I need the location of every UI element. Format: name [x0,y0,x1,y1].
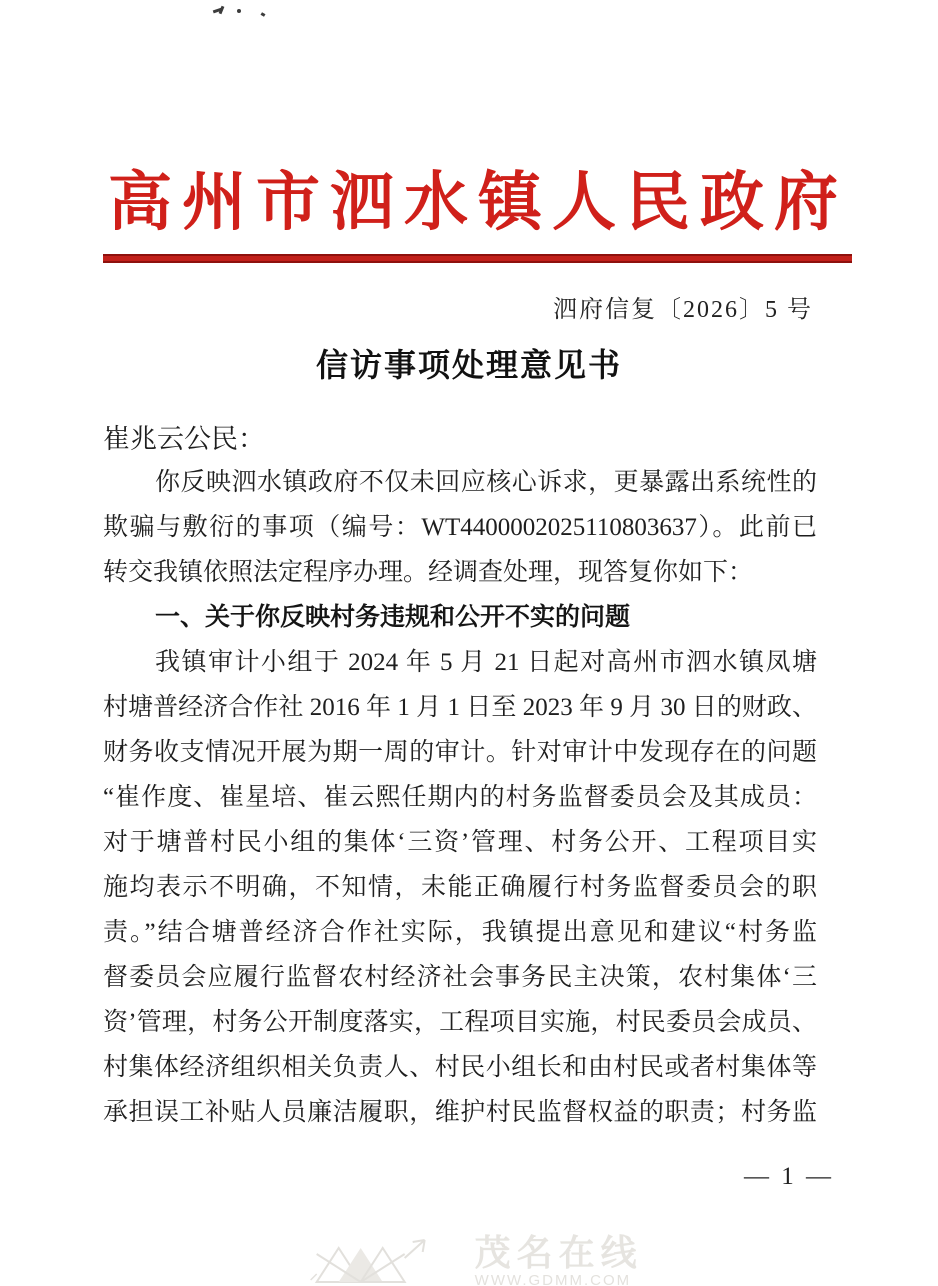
body-line: 欺骗与敷衍的事项（编号：WT4400002025110803637）。此前已 [103,514,817,541]
body-line: 督委员会应履行监督农村经济社会事务民主决策，农村集体‘三 [103,964,817,991]
watermark-text [474,1232,643,1286]
body-line: 我镇审计小组于 2024 年 5 月 21 日起对高州市泗水镇凤塘 [155,649,817,676]
watermark [309,1230,643,1286]
scan-artifact [261,12,266,17]
letter-body [103,460,817,1135]
watermark-site-name: 茂名在线 [474,1232,643,1273]
body-line: “崔作度、崔星培、崔云熙任期内的村务监督委员会及其成员： [103,784,817,811]
body-line: 承担误工补贴人员廉洁履职，维护村民监督权益的职责；村务监 [103,1099,817,1126]
page-number: — 1 — [744,1163,834,1190]
letterhead-divider [103,254,852,263]
watermark-logo-icon [309,1230,459,1286]
body-line: 责。”结合塘普经济合作社实际，我镇提出意见和建议“村务监 [103,919,817,946]
body-line: 转交我镇依照法定程序办理。经调查处理，现答复你如下： [103,559,754,586]
scan-artifact [237,9,241,13]
salutation: 崔兆云公民： [103,424,265,454]
body-line: 你反映泗水镇政府不仅未回应核心诉求，更暴露出系统性的 [155,469,817,496]
body-line: 资’管理，村务公开制度落实，工程项目实施，村民委员会成员、 [103,1009,817,1036]
doc-number: 泗府信复〔2026〕5 号 [553,297,813,323]
watermark-site-url: WWW.GDMM.COM [474,1272,632,1286]
body-line: 财务收支情况开展为期一周的审计。针对审计中发现存在的问题 [103,739,817,766]
agency-name: 高州市泗水镇人民政府 [108,167,848,238]
section-heading: 一、关于你反映村务违规和公开不实的问题 [155,603,631,631]
body-line: 村塘普经济合作社 2016 年 1 月 1 日至 2023 年 9 月 30 日的财政、 [103,694,817,721]
body-line: 对于塘普村民小组的集体‘三资’管理、村务公开、工程项目实 [103,829,817,856]
body-line: 施均表示不明确，不知情，未能正确履行村务监督委员会的职 [103,874,817,901]
body-line: 村集体经济组织相关负责人、村民小组长和由村民或者村集体等 [103,1054,817,1081]
page-title: 信访事项处理意见书 [315,347,622,383]
